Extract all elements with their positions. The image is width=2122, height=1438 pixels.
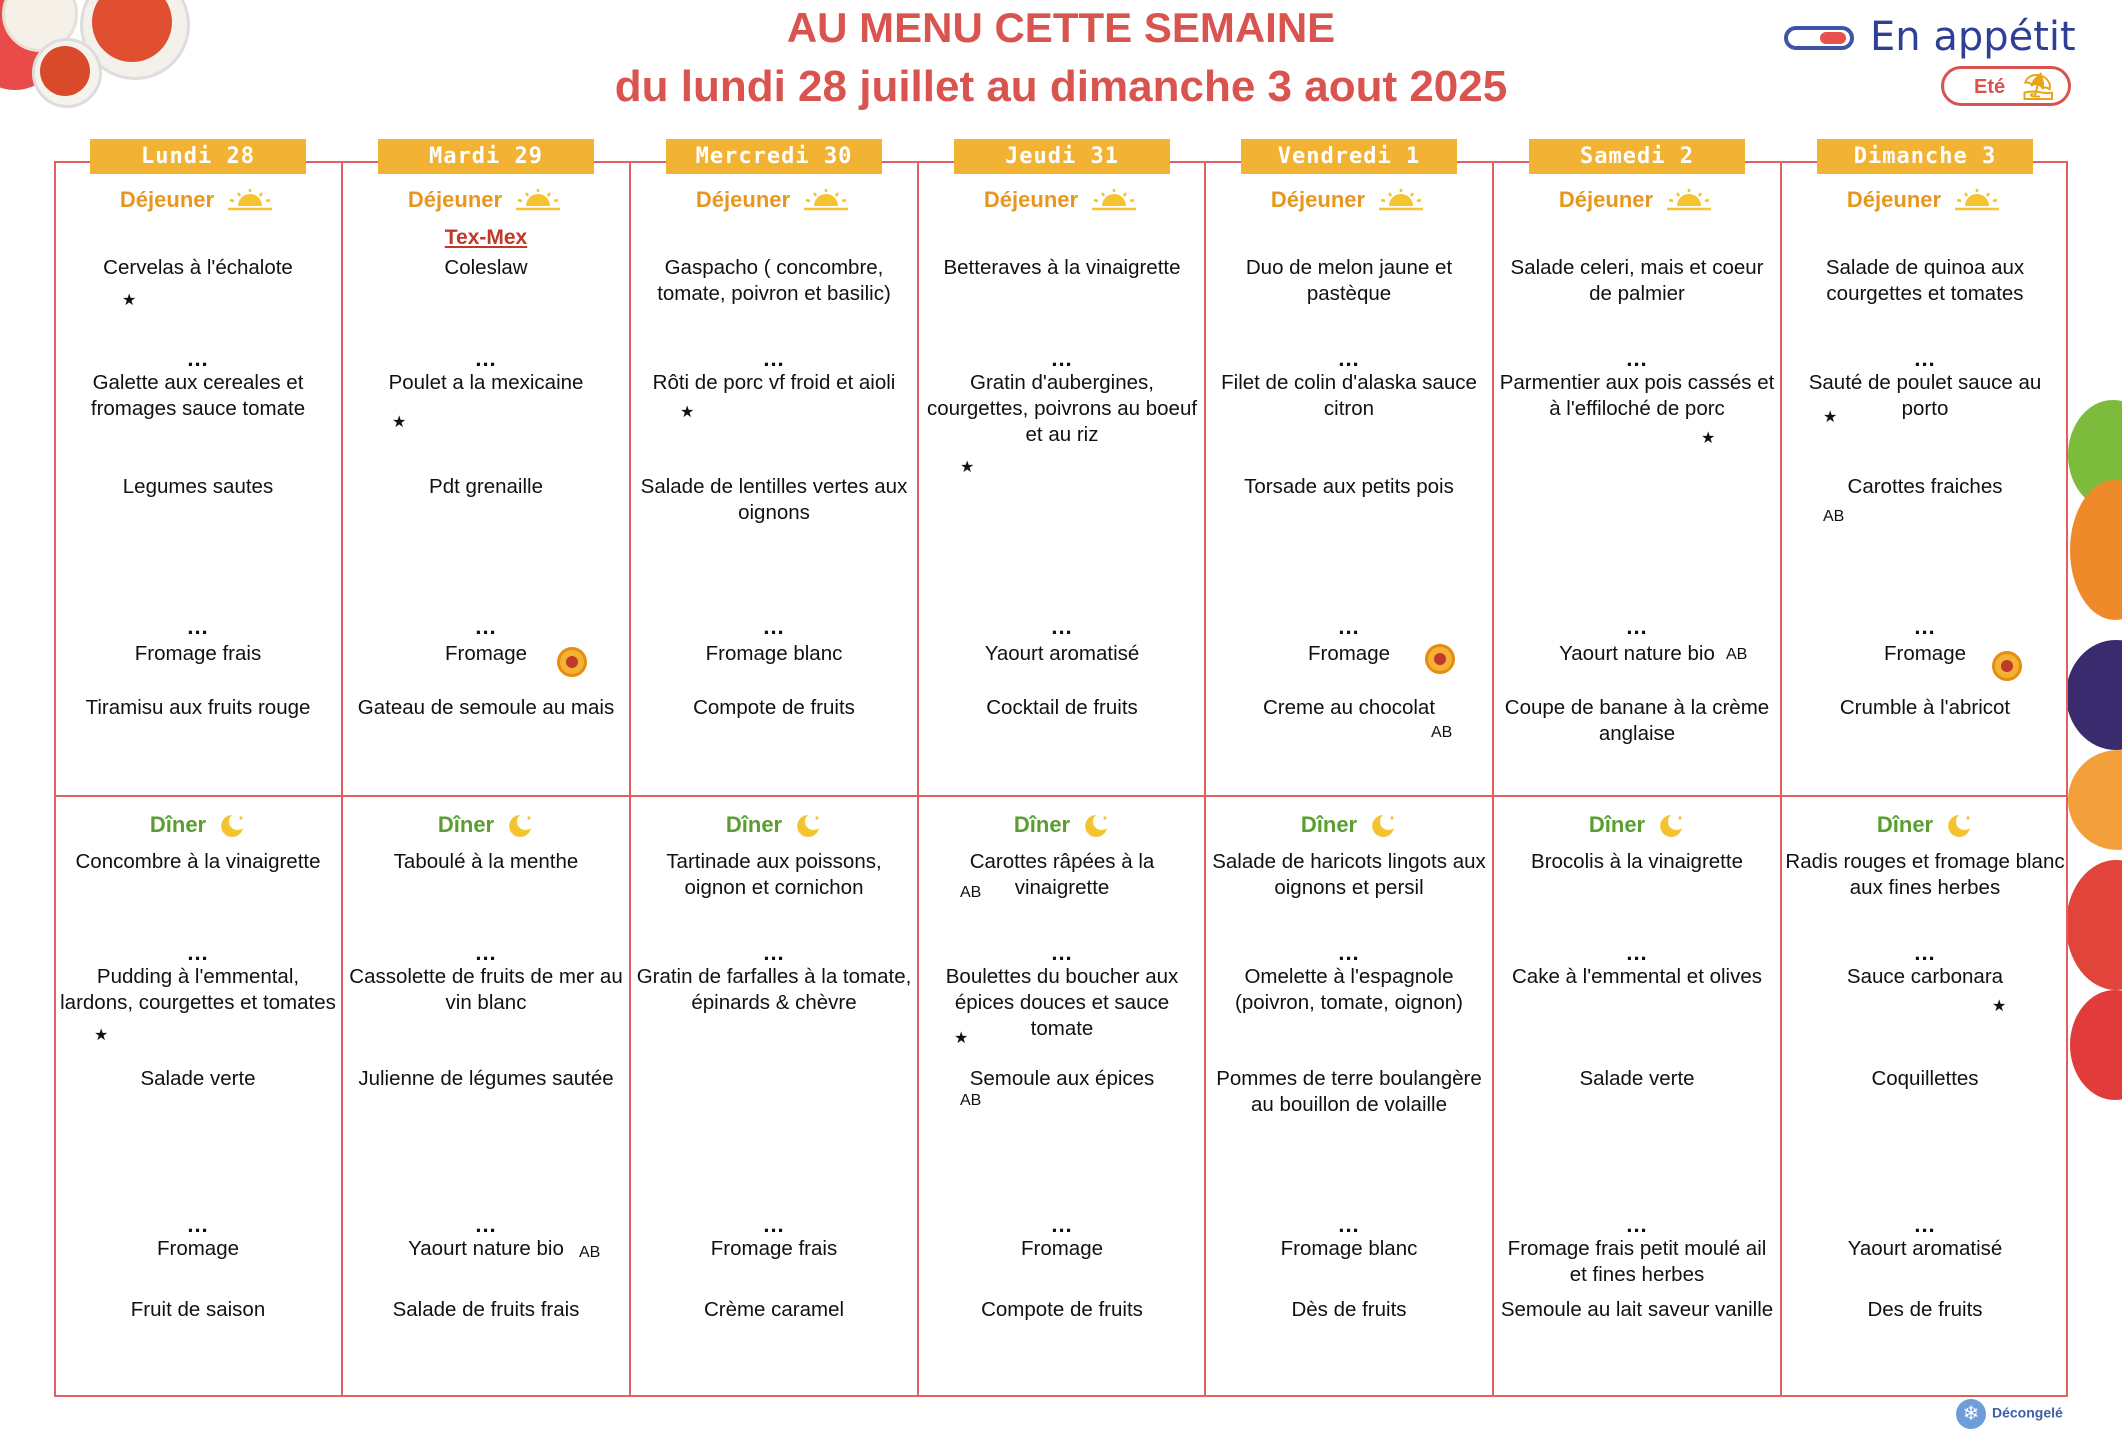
dinner-dessert: Semoule au lait saveur vanille: [1500, 1298, 1774, 1321]
dinner-entree: Radis rouges et fromage blanc aux fines herbes: [1785, 850, 2065, 899]
course-separator: ...: [1914, 614, 1936, 639]
course-separator: ...: [763, 614, 785, 639]
lunch-entree: Salade celeri, mais et coeur de palmier: [1510, 256, 1764, 305]
dinner-dairy: Fromage frais: [710, 1237, 838, 1260]
dinner-main: Cake à l'emmental et olives: [1511, 965, 1763, 988]
dinner-heading: [1205, 811, 1493, 838]
sun-icon: [1375, 188, 1427, 212]
dinner-side: Coquillettes: [1871, 1067, 1979, 1090]
lunch-dessert: Tiramisu aux fruits rouge: [85, 696, 311, 719]
day-column: [1781, 0, 2069, 1438]
lunch-dessert: Crumble à l'abricot: [1839, 696, 2011, 719]
bleu-blanc-coeur-icon: ★: [122, 292, 137, 309]
moon-icon: [1943, 812, 1973, 838]
lunch-dairy: Yaourt aromatisé: [984, 642, 1140, 665]
bleu-blanc-coeur-icon: ★: [94, 1027, 109, 1044]
course-separator: ...: [1338, 940, 1360, 965]
snowflake-icon: ❄: [1956, 1399, 1986, 1429]
sun-icon: [800, 188, 852, 212]
lunch-heading: [1493, 186, 1781, 213]
day-header: Dimanche 3: [1817, 139, 2033, 174]
dinner-dairy: Fromage frais petit moulé ail et fines herbes: [1507, 1237, 1767, 1286]
moon-icon: [792, 812, 822, 838]
course-separator: ...: [763, 346, 785, 371]
sun-icon: [224, 188, 276, 212]
day-header: Jeudi 31: [954, 139, 1170, 174]
lunch-label: Déjeuner: [1846, 187, 1942, 213]
course-separator: ...: [763, 940, 785, 965]
bleu-blanc-coeur-icon: ★: [392, 414, 407, 431]
lunch-main: Rôti de porc vf froid et aioli: [652, 371, 896, 394]
lunch-heading: [54, 186, 342, 213]
course-separator: ...: [1626, 1212, 1648, 1237]
course-separator: ...: [187, 940, 209, 965]
course-separator: ...: [1051, 940, 1073, 965]
dinner-dairy: Fromage: [1020, 1237, 1104, 1260]
lunch-label: Déjeuner: [1558, 187, 1654, 213]
dinner-dessert: Dès de fruits: [1291, 1298, 1407, 1321]
dinner-dessert: Compote de fruits: [981, 1298, 1143, 1321]
lunch-main: Parmentier aux pois cassés et à l'effiloché de porc: [1499, 371, 1775, 420]
lunch-dairy: Fromage: [444, 642, 528, 665]
lunch-label: Déjeuner: [983, 187, 1079, 213]
dinner-entree: Taboulé à la menthe: [393, 850, 579, 873]
lunch-main: Gratin d'aubergines, courgettes, poivrons au boeuf et au riz: [926, 371, 1198, 446]
day-column: [54, 0, 342, 1438]
lunch-entree: Salade de quinoa aux courgettes et tomates: [1825, 256, 2025, 305]
lunch-entree: Gaspacho ( concombre, tomate, poivron et basilic): [657, 256, 891, 305]
course-separator: ...: [1051, 346, 1073, 371]
day-column: [630, 0, 918, 1438]
lunch-heading: [1781, 186, 2069, 213]
lunch-side: Carottes fraiches: [1847, 475, 2003, 498]
dinner-label: Dîner: [149, 812, 207, 838]
dinner-label: Dîner: [1876, 812, 1934, 838]
fruit-decoration: [2068, 750, 2122, 850]
bio-ab-icon: AB: [579, 1244, 601, 1261]
dinner-label: Dîner: [1588, 812, 1646, 838]
lunch-side: Pdt grenaille: [429, 475, 543, 498]
sun-icon: [1951, 188, 2003, 212]
dinner-dessert: Fruit de saison: [130, 1298, 266, 1321]
dinner-heading: [342, 811, 630, 838]
dinner-dessert: Salade de fruits frais: [392, 1298, 580, 1321]
course-separator: ...: [1626, 940, 1648, 965]
day-column: [1205, 0, 1493, 1438]
day-header: Samedi 2: [1529, 139, 1745, 174]
lunch-dairy: Yaourt nature bio: [1559, 642, 1715, 665]
lunch-label: Déjeuner: [1270, 187, 1366, 213]
lunch-label: Déjeuner: [407, 187, 503, 213]
lunch-side: Legumes sautes: [122, 475, 274, 498]
course-separator: ...: [1626, 346, 1648, 371]
dinner-heading: [918, 811, 1206, 838]
dinner-side: Julienne de légumes sautée: [358, 1067, 614, 1090]
bleu-blanc-coeur-icon: ★: [960, 459, 975, 476]
lunch-dessert: Compote de fruits: [693, 696, 855, 719]
lunch-dessert: Creme au chocolat: [1262, 696, 1436, 719]
bio-ab-icon: AB: [1726, 646, 1748, 663]
theme-label: Tex-Mex: [444, 226, 528, 249]
lunch-side: Torsade aux petits pois: [1244, 475, 1454, 498]
lunch-main: Sauté de poulet sauce au porto: [1808, 371, 2042, 420]
dinner-main: Boulettes du boucher aux épices douces et sauce tomate: [945, 965, 1179, 1040]
lunch-dessert: Coupe de banane à la crème anglaise: [1504, 696, 1770, 745]
dinner-dessert: Des de fruits: [1867, 1298, 1983, 1321]
day-header: Mardi 29: [378, 139, 594, 174]
dinner-entree: Tartinade aux poissons, oignon et cornichon: [666, 850, 882, 899]
dinner-entree: Carottes râpées à la vinaigrette: [969, 850, 1155, 899]
dinner-main: Cassolette de fruits de mer au vin blanc: [349, 965, 623, 1014]
lunch-dessert: Gateau de semoule au mais: [357, 696, 615, 719]
aop-seal-icon: [1425, 644, 1455, 674]
dinner-main: Omelette à l'espagnole (poivron, tomate, oignon): [1235, 965, 1463, 1014]
dinner-entree: Brocolis à la vinaigrette: [1531, 850, 1743, 873]
fruit-decoration: [2070, 480, 2122, 620]
dinner-side: Salade verte: [1579, 1067, 1695, 1090]
lunch-heading: [630, 186, 918, 213]
moon-icon: [216, 812, 246, 838]
dinner-entree: Concombre à la vinaigrette: [75, 850, 321, 873]
course-separator: ...: [475, 1212, 497, 1237]
bleu-blanc-coeur-icon: ★: [1701, 430, 1716, 447]
bleu-blanc-coeur-icon: ★: [1823, 409, 1838, 426]
lunch-dairy: Fromage: [1307, 642, 1391, 665]
lunch-heading: [342, 186, 630, 213]
course-separator: ...: [1051, 614, 1073, 639]
page-subtitle-dates: du lundi 28 juillet au dimanche 3 aout 2025: [614, 62, 1508, 111]
lunch-side: Salade de lentilles vertes aux oignons: [640, 475, 908, 524]
course-separator: ...: [1338, 346, 1360, 371]
dinner-dessert: Crème caramel: [703, 1298, 845, 1321]
lunch-dessert: Cocktail de fruits: [986, 696, 1138, 719]
bio-ab-icon: AB: [960, 1092, 982, 1109]
dinner-main: Gratin de farfalles à la tomate, épinards & chèvre: [636, 965, 912, 1014]
course-separator: ...: [187, 346, 209, 371]
moon-icon: [1367, 812, 1397, 838]
sun-icon: [512, 188, 564, 212]
course-separator: ...: [187, 1212, 209, 1237]
dinner-side: Salade verte: [140, 1067, 256, 1090]
decongele-legend: [1956, 1399, 2063, 1429]
dinner-side: Semoule aux épices: [969, 1067, 1155, 1090]
lunch-dairy: Fromage blanc: [705, 642, 843, 665]
course-separator: ...: [1338, 614, 1360, 639]
lunch-entree: Duo de melon jaune et pastèque: [1245, 256, 1453, 305]
dinner-entree: Salade de haricots lingots aux oignons et persil: [1212, 850, 1486, 899]
course-separator: ...: [1051, 1212, 1073, 1237]
dinner-label: Dîner: [437, 812, 495, 838]
course-separator: ...: [475, 940, 497, 965]
lunch-main: Galette aux cereales et fromages sauce tomate: [90, 371, 306, 420]
lunch-label: Déjeuner: [695, 187, 791, 213]
lunch-main: Poulet a la mexicaine: [388, 371, 584, 394]
day-header: Vendredi 1: [1241, 139, 1457, 174]
lunch-entree: Coleslaw: [444, 256, 528, 279]
dinner-heading: [1781, 811, 2069, 838]
lunch-heading: [1205, 186, 1493, 213]
dinner-label: Dîner: [1300, 812, 1358, 838]
day-column: [342, 0, 630, 1438]
lunch-dairy: Fromage frais: [134, 642, 262, 665]
course-separator: ...: [475, 614, 497, 639]
sun-icon: [1088, 188, 1140, 212]
decongele-label: Décongelé: [1992, 1404, 2063, 1421]
dinner-heading: [1493, 811, 1781, 838]
dinner-dairy: Fromage blanc: [1280, 1237, 1418, 1260]
course-separator: ...: [1914, 1212, 1936, 1237]
day-column: [918, 0, 1206, 1438]
brand-name: En appétit: [1870, 14, 2076, 60]
day-header: Mercredi 30: [666, 139, 882, 174]
bleu-blanc-coeur-icon: ★: [680, 404, 695, 421]
day-column: [1493, 0, 1781, 1438]
lunch-label: Déjeuner: [119, 187, 215, 213]
course-separator: ...: [187, 614, 209, 639]
moon-icon: [504, 812, 534, 838]
sun-icon: [1663, 188, 1715, 212]
dinner-main: Sauce carbonara: [1846, 965, 2004, 988]
moon-icon: [1080, 812, 1110, 838]
dinner-heading: [630, 811, 918, 838]
lunch-entree: Cervelas à l'échalote: [103, 256, 293, 279]
fruit-decoration: [2066, 640, 2122, 750]
bio-ab-icon: AB: [1823, 508, 1845, 525]
dinner-main: Pudding à l'emmental, lardons, courgettes et tomates: [60, 965, 336, 1014]
lunch-dairy: Fromage: [1883, 642, 1967, 665]
fruit-decoration: [2070, 990, 2122, 1100]
season-label: Eté: [1974, 76, 2006, 98]
dinner-dairy: Yaourt nature bio: [408, 1237, 564, 1260]
dinner-label: Dîner: [725, 812, 783, 838]
page-title: AU MENU CETTE SEMAINE: [786, 4, 1336, 51]
bleu-blanc-coeur-icon: ★: [954, 1030, 969, 1047]
bio-ab-icon: AB: [960, 884, 982, 901]
lunch-heading: [918, 186, 1206, 213]
course-separator: ...: [1338, 1212, 1360, 1237]
lunch-entree: Betteraves à la vinaigrette: [943, 256, 1181, 279]
fruit-decoration: [2066, 860, 2122, 990]
dinner-heading: [54, 811, 342, 838]
dinner-side: Pommes de terre boulangère au bouillon de volaille: [1216, 1067, 1482, 1116]
moon-icon: [1655, 812, 1685, 838]
lunch-main: Filet de colin d'alaska sauce citron: [1221, 371, 1477, 420]
course-separator: ...: [1626, 614, 1648, 639]
umbrella-icon: ⛱: [2022, 71, 2056, 101]
day-header: Lundi 28: [90, 139, 306, 174]
aop-seal-icon: [1992, 651, 2022, 681]
course-separator: ...: [1914, 940, 1936, 965]
dinner-dairy: Yaourt aromatisé: [1847, 1237, 2003, 1260]
course-separator: ...: [475, 346, 497, 371]
bio-ab-icon: AB: [1431, 724, 1453, 741]
dinner-label: Dîner: [1013, 812, 1071, 838]
bleu-blanc-coeur-icon: ★: [1992, 998, 2007, 1015]
course-separator: ...: [1914, 346, 1936, 371]
dinner-dairy: Fromage: [156, 1237, 240, 1260]
aop-seal-icon: [557, 647, 587, 677]
course-separator: ...: [763, 1212, 785, 1237]
